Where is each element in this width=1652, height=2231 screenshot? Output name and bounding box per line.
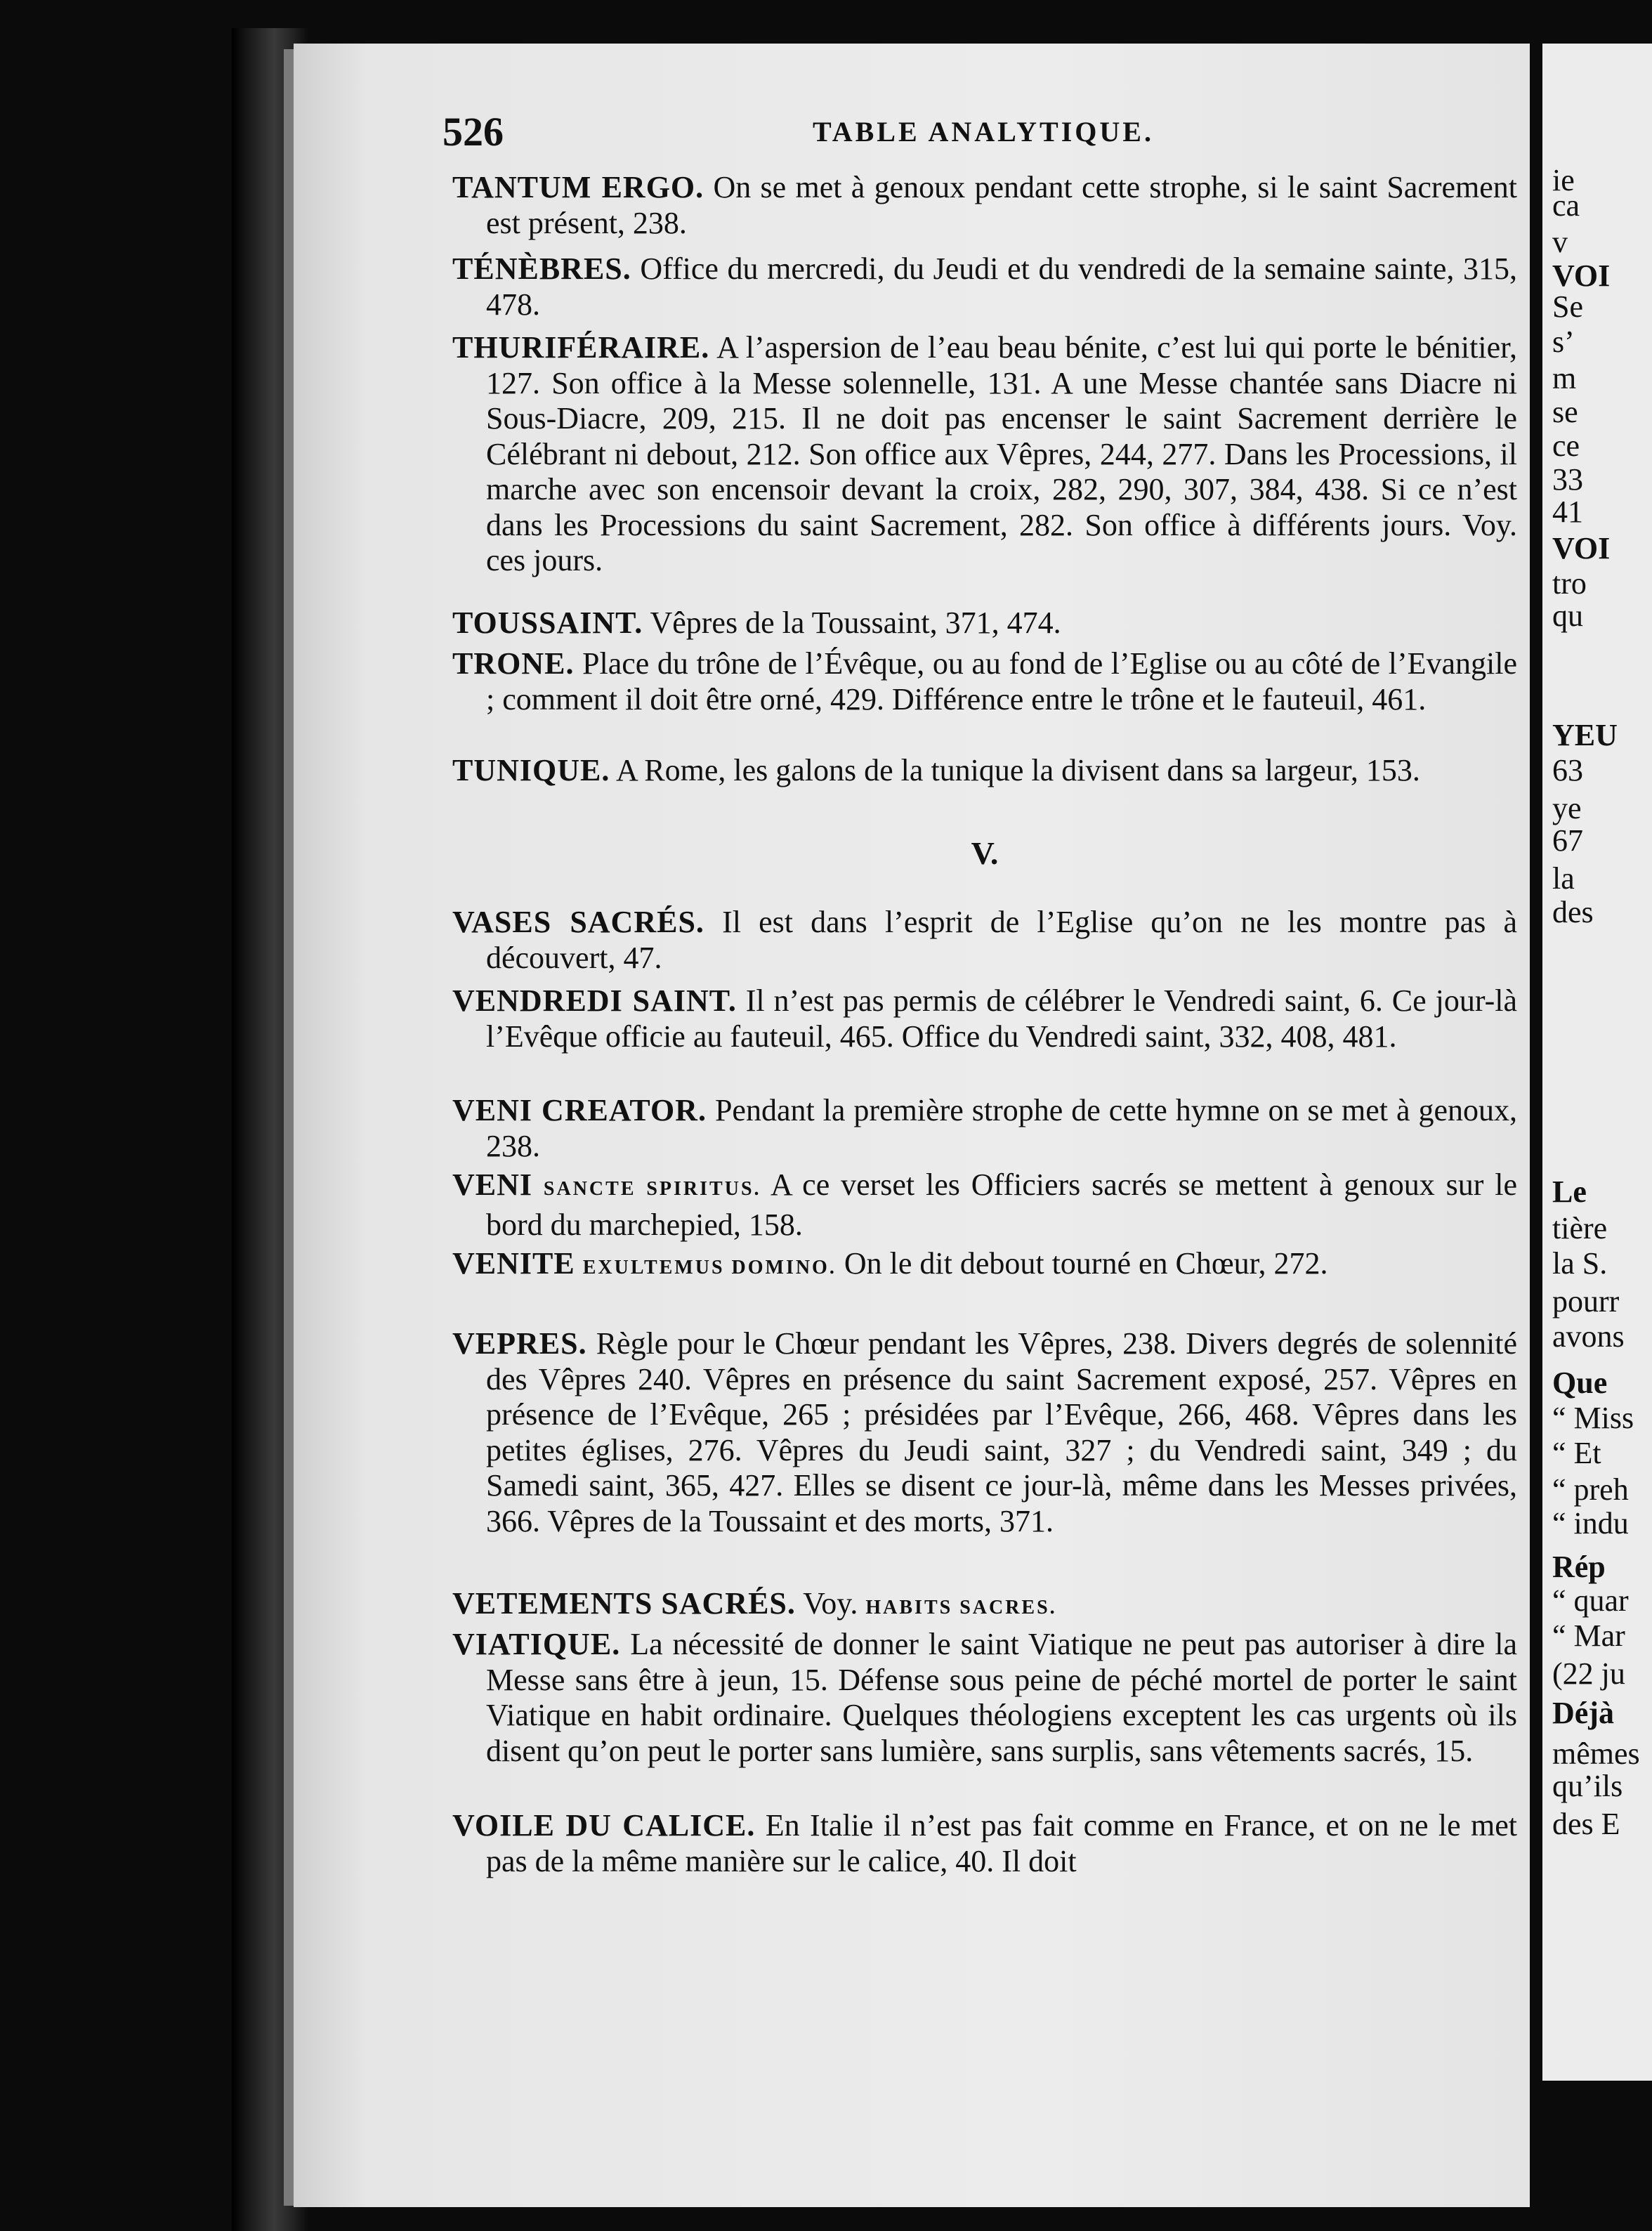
facing-page-line: Déjà — [1552, 1696, 1614, 1730]
entry-text: A l’aspersion de l’eau beau bénite, c’est lui qui porte le bénitier, 127. Son office à la Messe solennelle, 131. A une Messe chantée sans Diacre ni Sous-Diacre, 209, 215. Il ne doit pas encenser le saint Sacrement derrière le Célébrant ni debout, 212. Son office aux Vêpres, 244, 277. Dans les Processions, il marche avec son encensoir devant la croix, 282, 290, 307, 384, 438. Si ce n’est dans les Processions du saint Sacrement, 282. Son office à différents jours. Voy. ces jours. — [486, 330, 1517, 577]
entry-text: A ce verset les Officiers sacrés se mettent à genoux sur le bord du marchepied, 158. — [486, 1167, 1518, 1242]
index-entry-tunique — [452, 753, 1517, 789]
entry-headword: VASES SACRÉS. — [452, 905, 704, 939]
running-title: TABLE ANALYTIQUE. — [813, 116, 1154, 148]
index-entry-vendredi-saint — [452, 983, 1517, 1054]
facing-page-line: ie — [1552, 163, 1575, 197]
entry-headword: VENI — [452, 1167, 533, 1202]
facing-page-line: ca — [1552, 188, 1580, 223]
facing-page-line: des E — [1552, 1807, 1620, 1841]
facing-page-line: v — [1552, 225, 1568, 259]
page-number: 526 — [442, 109, 504, 155]
index-entry-thuriferaire — [452, 330, 1517, 579]
index-entry-vetements-sacres — [452, 1586, 1517, 1626]
entry-headword: VENDREDI SAINT. — [452, 983, 737, 1018]
facing-page-line: 41 — [1552, 495, 1583, 529]
index-entry-venite — [452, 1246, 1517, 1286]
index-entry-tenebres — [452, 251, 1517, 322]
entry-text: Il n’est pas permis de célébrer le Vendredi saint, 6. Ce jour-là l’Evêque officie au fauteuil, 465. Office du Vendredi saint, 332, 408, 481. — [486, 983, 1518, 1054]
entry-headword: TÉNÈBRES. — [452, 251, 631, 286]
facing-page-line: 63 — [1552, 753, 1583, 787]
index-entry-vases-sacres — [452, 905, 1517, 976]
facing-page-line: mêmes — [1552, 1736, 1640, 1771]
book-page — [294, 44, 1530, 2207]
entry-headword: TANTUM ERGO. — [452, 170, 704, 204]
facing-page-line: Le — [1552, 1175, 1587, 1209]
entry-headword: THURIFÉRAIRE. — [452, 330, 710, 365]
facing-page-line: VOI — [1552, 259, 1611, 293]
entry-text: Pendant la première strophe de cette hymne on se met à genoux, 238. — [486, 1093, 1518, 1163]
entry-headword: VOILE DU CALICE. — [452, 1808, 756, 1843]
page-edge — [284, 49, 294, 2206]
facing-page-line: m — [1552, 361, 1577, 395]
entry-headword: VEPRES. — [452, 1326, 587, 1361]
entry-headword: TRONE. — [452, 646, 575, 681]
index-entry-toussaint — [452, 606, 1517, 641]
entry-text: Règle pour le Chœur pendant les Vêpres, 238. Divers degrés de solennité des Vêpres 240. Vêpres en présence du saint Sacrement exposé, 257. Vêpres en présence de l’Evêque, 265 ; présidées par l’Evêque, 266, 468. Vêpres dans les petites églises, 276. Vêpres du Jeudi saint, 327 ; du Vendredi saint, 349 ; du Samedi saint, 365, 427. Elles se disent ce jour-là, même dans les Messes privées, 366. Vêpres de la Toussaint et des morts, 371. — [486, 1326, 1518, 1538]
facing-page-line: des — [1552, 895, 1594, 929]
facing-page-line: “ quar — [1552, 1583, 1629, 1618]
facing-page-line: 67 — [1552, 823, 1583, 858]
entry-text: Il est dans l’esprit de l’Eglise qu’on ne les montre pas à découvert, 47. — [486, 905, 1517, 975]
facing-page-line: “ Mar — [1552, 1618, 1625, 1653]
facing-page-line: se — [1552, 395, 1578, 429]
entry-text: On le dit debout tourné en Chœur, 272. — [844, 1246, 1328, 1281]
facing-page-fragment — [1542, 44, 1652, 2081]
facing-page-line: tière — [1552, 1211, 1608, 1245]
facing-page-line: “ preh — [1552, 1472, 1629, 1507]
entry-text: Office du mercredi, du Jeudi et du vendredi de la semaine sainte, 315, 478. — [486, 251, 1517, 322]
facing-page-line: la S. — [1552, 1246, 1608, 1281]
facing-page-line: pourr — [1552, 1284, 1620, 1319]
index-entry-voile-du-calice — [452, 1808, 1517, 1879]
facing-page-line: ce — [1552, 428, 1580, 463]
facing-page-line: “ Miss — [1552, 1401, 1634, 1435]
facing-page-line: la — [1552, 861, 1575, 896]
index-entry-viatique — [452, 1627, 1517, 1769]
entry-headword: VENI CREATOR. — [452, 1093, 707, 1127]
facing-page-line: VOI — [1552, 531, 1611, 565]
entry-headword-smallcaps: EXULTEMUS DOMINO. — [582, 1257, 837, 1278]
page-header — [442, 105, 1524, 162]
facing-page-line: s’ — [1552, 325, 1575, 359]
index-entry-veni-creator — [452, 1093, 1517, 1164]
entry-text: Voy. — [803, 1586, 858, 1621]
facing-page-line: qu’ils — [1552, 1769, 1623, 1803]
entry-headword: VENITE — [452, 1246, 575, 1281]
entry-text: Place du trône de l’Évêque, ou au fond de l’Eglise ou au côté de l’Evangile ; comment il doit être orné, 429. Différence entre le trône et le fauteuil, 461. — [486, 646, 1518, 717]
facing-page-line: tro — [1552, 566, 1587, 601]
entry-text: Vêpres de la Toussaint, 371, 474. — [650, 606, 1061, 640]
entry-text: A Rome, les galons de la tunique la divisent dans sa largeur, 153. — [615, 753, 1420, 787]
facing-page-line: “ indu — [1552, 1506, 1629, 1540]
facing-page-line: Rép — [1552, 1550, 1606, 1584]
facing-page-line: (22 ju — [1552, 1656, 1625, 1691]
index-entry-veni-sancte-spiritus — [452, 1167, 1517, 1243]
index-entry-vepres — [452, 1326, 1517, 1539]
entry-headword: VIATIQUE. — [452, 1627, 621, 1661]
facing-page-line: Que — [1552, 1366, 1608, 1400]
index-entry-tantum-ergo — [452, 170, 1517, 241]
facing-page-line: 33 — [1552, 462, 1583, 497]
facing-page-line: YEU — [1552, 718, 1618, 752]
entry-headword: TOUSSAINT. — [452, 606, 643, 640]
section-letter: V. — [971, 835, 999, 871]
entry-headword: VETEMENTS SACRÉS. — [452, 1586, 796, 1621]
entry-text: La nécessité de donner le saint Viatique ne peut pas autoriser à dire la Messe sans être à jeun, 15. Défense sous peine de péché mortel de porter le saint Viatique en habit ordinaire. Quelques théologiens exceptent les cas urgents où ils disent qu’on peut le porter sans lumière, sans surplis, sans vêtements sacrés, 15. — [486, 1627, 1517, 1768]
facing-page-line: qu — [1552, 598, 1583, 633]
facing-page-line: avons — [1552, 1319, 1625, 1354]
cross-reference: HABITS SACRES. — [865, 1597, 1057, 1618]
facing-page-line: “ Et — [1552, 1436, 1601, 1470]
entry-text: En Italie il n’est pas fait comme en France, et on ne le met pas de la même manière sur le calice, 40. Il doit — [486, 1808, 1517, 1878]
facing-page-line: Se — [1552, 289, 1583, 324]
entry-text: On se met à genoux pendant cette strophe, si le saint Sacrement est présent, 238. — [486, 170, 1518, 240]
entry-headword: TUNIQUE. — [452, 753, 610, 787]
facing-page-line: ye — [1552, 791, 1582, 825]
index-entry-trone — [452, 646, 1517, 717]
entry-headword-smallcaps: SANCTE SPIRITUS. — [543, 1178, 761, 1200]
